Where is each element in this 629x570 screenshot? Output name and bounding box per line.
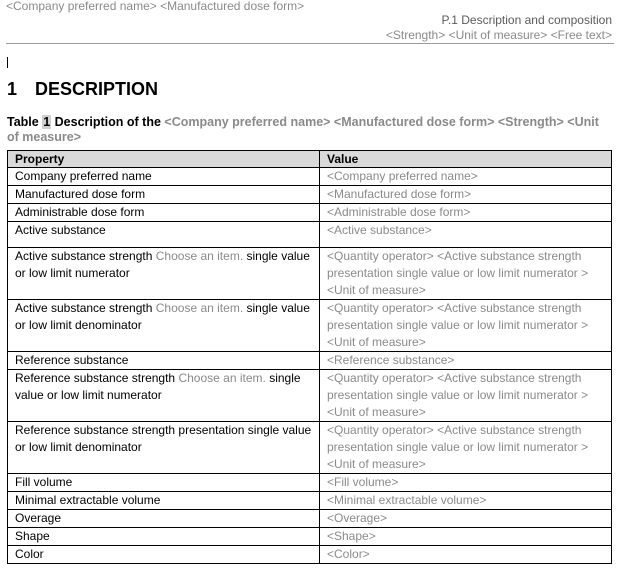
section-title: DESCRIPTION <box>35 79 159 99</box>
caption-label: Description of the <box>54 115 161 129</box>
property-label: Company preferred name <box>15 169 152 183</box>
property-label: Shape <box>15 529 50 543</box>
property-cell[interactable] <box>8 186 320 204</box>
property-cell[interactable] <box>8 352 320 370</box>
property-cell[interactable] <box>8 300 320 352</box>
table-row <box>8 168 612 186</box>
value-cell[interactable]: <Company preferred name> <box>320 168 612 186</box>
column-header-value: Value <box>320 151 612 168</box>
column-header-property: Property <box>8 151 320 168</box>
property-cell[interactable] <box>8 528 320 546</box>
property-cell[interactable] <box>8 422 320 474</box>
value-cell[interactable]: <Color> <box>320 546 612 564</box>
table-row <box>8 510 612 528</box>
value-cell[interactable]: <Overage> <box>320 510 612 528</box>
table-row <box>8 248 612 300</box>
property-label: Reference substance strength <box>15 371 176 385</box>
value-cell[interactable]: <Minimal extractable volume> <box>320 492 612 510</box>
table-row <box>8 370 612 422</box>
header-subtitle: <Strength> <Unit of measure> <Free text> <box>385 28 612 42</box>
text-cursor <box>7 57 8 68</box>
table-row <box>8 204 612 222</box>
value-cell[interactable]: <Quantity operator> <Active substance strength presentation single value or low limit numerator > <Unit of measure> <box>320 370 612 422</box>
table-caption[interactable] <box>7 115 612 145</box>
value-cell[interactable]: <Reference substance> <box>320 352 612 370</box>
choose-item-dropdown[interactable]: Choose an item. <box>155 301 244 315</box>
property-cell[interactable] <box>8 510 320 528</box>
property-cell[interactable] <box>8 222 320 248</box>
caption-prefix: Table <box>7 115 39 129</box>
property-label: Minimal extractable volume <box>15 493 161 507</box>
property-label: Manufactured dose form <box>15 187 146 201</box>
property-label: Overage <box>15 511 62 525</box>
table-row <box>8 492 612 510</box>
choose-item-dropdown[interactable]: Choose an item. <box>155 249 244 263</box>
property-label: Active substance <box>15 223 106 237</box>
table-header-row <box>8 151 612 168</box>
section-number: 1 <box>7 79 18 99</box>
section-heading[interactable] <box>7 79 158 99</box>
property-suffix: single value or low limit denominator <box>15 301 310 332</box>
property-cell[interactable] <box>8 474 320 492</box>
table-row <box>8 186 612 204</box>
table-row <box>8 352 612 370</box>
property-suffix: single value or low limit numerator <box>15 371 301 402</box>
header-product-line: <Company preferred name> <Manufactured dose form> <box>6 0 305 13</box>
value-cell[interactable]: <Active substance> <box>320 222 612 248</box>
table-row <box>8 546 612 564</box>
value-cell[interactable]: <Quantity operator> <Active substance strength presentation single value or low limit numerator > <Unit of measure> <box>320 422 612 474</box>
description-table <box>7 150 612 564</box>
property-label: Color <box>15 547 44 561</box>
table-row <box>8 422 612 474</box>
property-label: Administrable dose form <box>15 205 145 219</box>
value-cell[interactable]: <Manufactured dose form> <box>320 186 612 204</box>
header-section-title: P.1 Description and composition <box>441 13 612 27</box>
property-label: Active substance strength <box>15 301 153 315</box>
property-label: Fill volume <box>15 475 73 489</box>
property-cell[interactable] <box>8 492 320 510</box>
property-cell[interactable] <box>8 248 320 300</box>
value-cell[interactable]: <Quantity operator> <Active substance strength presentation single value or low limit numerator > <Unit of measure> <box>320 248 612 300</box>
table-row <box>8 474 612 492</box>
value-cell[interactable]: <Fill volume> <box>320 474 612 492</box>
table-row <box>8 300 612 352</box>
caption-number-field[interactable]: 1 <box>43 115 51 129</box>
property-suffix: single value or low limit numerator <box>15 249 310 280</box>
property-label: Reference substance <box>15 353 129 367</box>
property-label: Reference substance strength presentation single value or low limit denominator <box>15 423 312 454</box>
value-cell[interactable]: <Administrable dose form> <box>320 204 612 222</box>
choose-item-dropdown[interactable]: Choose an item. <box>178 371 266 385</box>
value-cell[interactable]: <Quantity operator> <Active substance strength presentation single value or low limit numerator > <Unit of measure> <box>320 300 612 352</box>
property-cell[interactable] <box>8 168 320 186</box>
property-cell[interactable] <box>8 204 320 222</box>
property-cell[interactable] <box>8 370 320 422</box>
table-row <box>8 222 612 248</box>
property-cell[interactable] <box>8 546 320 564</box>
caption-placeholder[interactable]: <Company preferred name> <Manufactured dose form> <Strength> <Unit of measure> <box>7 115 599 144</box>
table-row <box>8 528 612 546</box>
property-label: Active substance strength <box>15 249 153 263</box>
header-divider <box>6 43 614 44</box>
value-cell[interactable]: <Shape> <box>320 528 612 546</box>
